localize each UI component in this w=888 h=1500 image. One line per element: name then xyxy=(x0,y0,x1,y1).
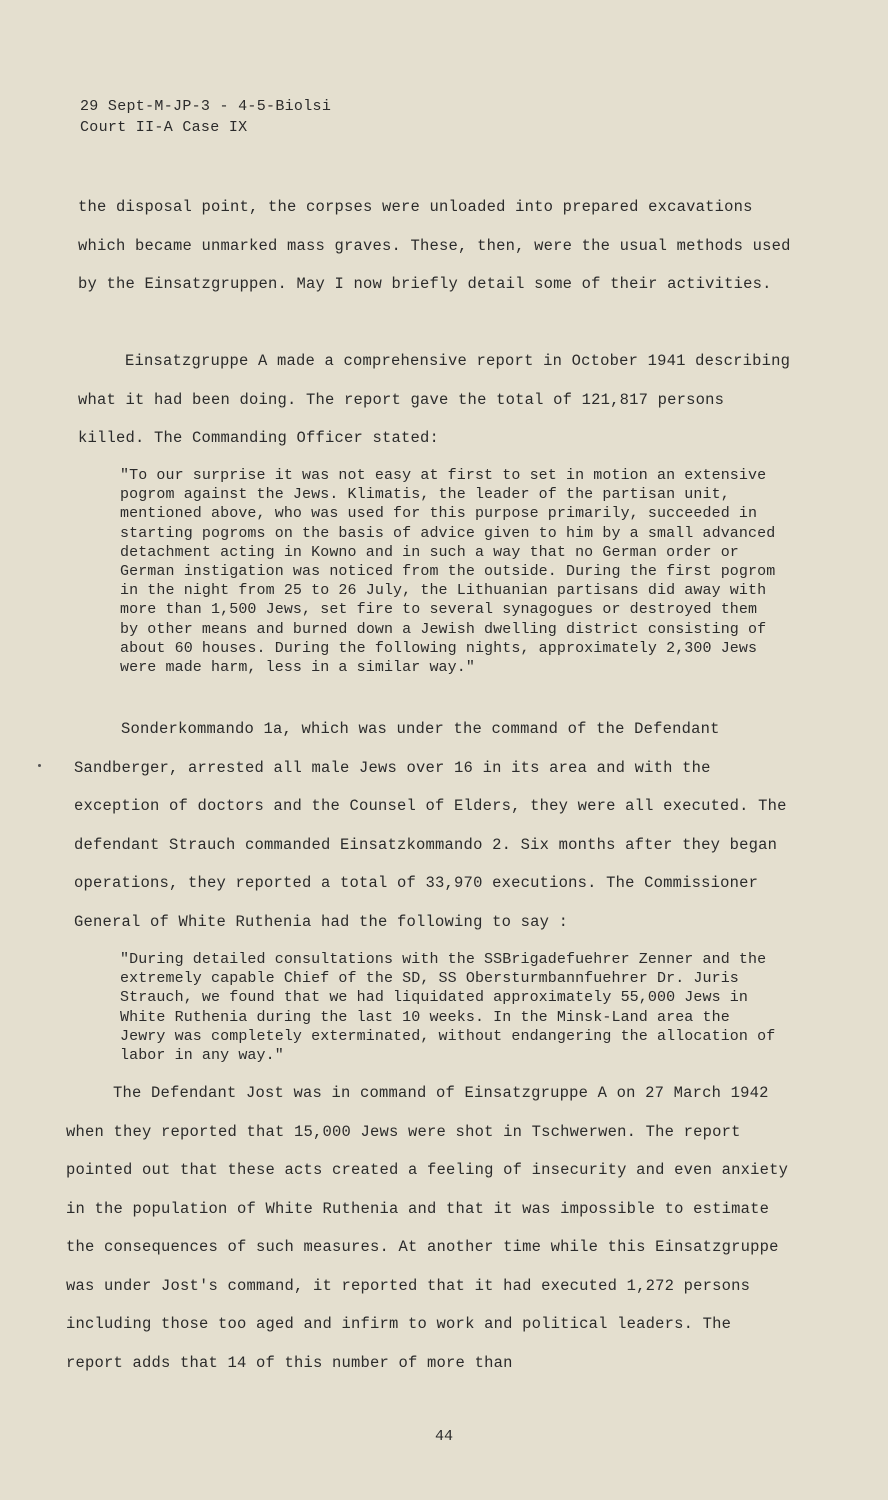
paragraph-2: Einsatzgruppe A made a comprehensive report in October 1941 describing what it had been doing. The report gave the total of 121,817 persons killed. The Commanding Officer stated: xyxy=(78,352,791,447)
quote-2: "During detailed consultations with the SSBrigadefuehrer Zenner and the extremely capable Chief of the SD, SS Obersturmbannfuehrer Dr. Juris Strauch, we found that we had liquidated approximately 55,000 Jews in White Ruthenia during the last 10 weeks. In the Minsk-Land area the Jewry was completely exterminated, without endangering the allocation of labor in any way." xyxy=(120,951,776,1065)
paragraph-4: The Defendant Jost was in command of Einsatzgruppe A on 27 March 1942 when they reported that 15,000 Jews were shot in Tschwerwen. The report pointed out that these acts created a feeling of insecurity and even anxiety in the population of White Ruthenia and that it was impossible to estimate the consequences of such measures. At another time while this Einsatzgruppe was under Jost's command, it reported that it had executed 1,272 persons including those too aged and infirm to work and political leaders. The report adds that 14 of this number of more than xyxy=(66,1084,789,1372)
header-line-1: 29 Sept-M-JP-3 - 4-5-Biolsi xyxy=(80,98,332,115)
quote-1: "To our surprise it was not easy at first to set in motion an extensive pogrom against the Jews. Klimatis, the leader of the partisan unit, mentioned above, who was used for this purpose primarily, succeeded in starting pogroms on the basis of advice given to him by a small advanced detachment acting in Kowno and in such a way that no German order or German instigation was noticed from the outside. During the first pogrom in the night from 25 to 26 July, the Lithuanian partisans did away with more than 1,500 Jews, set fire to several synagogues or destroyed them by other means and burned down a Jewish dwelling district consisting of about 60 houses. During the following nights, approximately 2,300 Jews were made harm, less in a similar way." xyxy=(120,467,776,677)
margin-mark xyxy=(38,764,41,767)
header-line-2: Court II-A Case IX xyxy=(80,119,248,136)
paragraph-1: the disposal point, the corpses were unloaded into prepared excavations which became unmarked mass graves. These, then, were the usual methods used by the Einsatzgruppen. May I now briefly detail some of their activities. xyxy=(78,198,791,293)
page-number: 44 xyxy=(434,1428,453,1445)
document-header xyxy=(80,96,331,138)
paragraph-3: Sonderkommando 1a, which was under the command of the Defendant Sandberger, arrested all male Jews over 16 in its area and with the exception of doctors and the Counsel of Elders, they were all executed. The defendant Strauch commanded Einsatzkommando 2. Six months after they began operations, they reported a total of 33,970 executions. The Commissioner General of White Ruthenia had the following to say : xyxy=(74,720,787,931)
